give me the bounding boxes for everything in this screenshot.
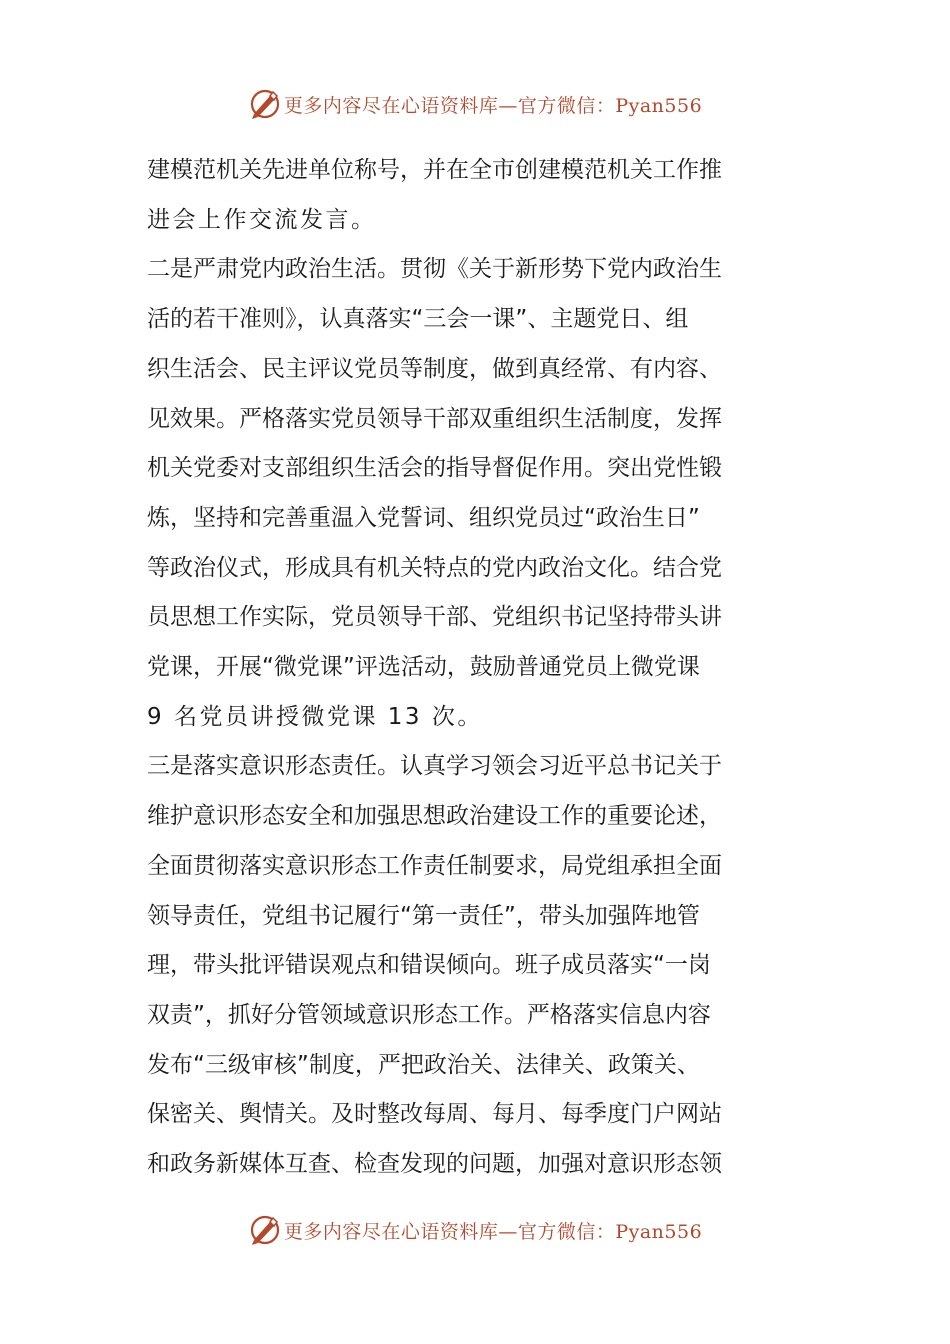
text-line: 党课，开展“微党课”评选活动，鼓励普通党员上微党课 <box>147 654 700 681</box>
text-line: 员思想工作实际，党员领导干部、党组织书记坚持带头讲 <box>147 604 722 631</box>
pen-logo-icon <box>248 87 282 121</box>
text-line: 织生活会、民主评议党员等制度，做到真经常、有内容、 <box>147 355 722 382</box>
text-line: 活的若干准则》，认真落实“三会一课”、主题党日、组 <box>147 306 689 333</box>
text-line: 炼，坚持和完善重温入党誓词、组织党员过“政治生日” <box>147 504 700 531</box>
text-line: 领导责任，党组书记履行“第一责任”，带头加强阵地管 <box>147 902 700 929</box>
header-watermark-banner <box>0 84 950 124</box>
text-line: 建模范机关先进单位称号，并在全市创建模范机关工作推 <box>147 157 722 183</box>
text-line: 机关党委对支部组织生活会的指导督促作用。突出党性锻 <box>147 455 722 482</box>
footer-watermark-text: 更多内容尽在心语资料库—官方微信：Pyan556 <box>283 1220 703 1243</box>
header-watermark-text: 更多内容尽在心语资料库—官方微信：Pyan556 <box>283 94 703 117</box>
text-line: 双责”，抓好分管领域意识形态工作。严格落实信息内容 <box>147 1001 711 1028</box>
text-line: 和政务新媒体互查、检查发现的问题，加强对意识形态领 <box>147 1151 722 1178</box>
text-line: 三是落实意识形态责任。认真学习领会习近平总书记关于 <box>147 753 722 780</box>
pen-logo-icon <box>248 1213 282 1247</box>
text-line: 二是严肃党内政治生活。贯彻《关于新形势下党内政治生 <box>147 256 722 283</box>
text-line: 维护意识形态安全和加强思想政治建设工作的重要论述， <box>147 803 722 830</box>
text-line: 9 名党员讲授微党课 13 次。 <box>147 703 483 730</box>
text-line: 理，带头批评错误观点和错误倾向。班子成员落实“一岗 <box>147 952 711 979</box>
text-line: 全面贯彻落实意识形态工作责任制要求，局党组承担全面 <box>147 852 722 879</box>
text-line: 进会上作交流发言。 <box>147 206 377 233</box>
text-line: 等政治仪式，形成具有机关特点的党内政治文化。结合党 <box>147 554 722 581</box>
text-line: 保密关、舆情关。及时整改每周、每月、每季度门户网站 <box>147 1101 722 1128</box>
document-body <box>147 146 807 1190</box>
text-line: 见效果。严格落实党员领导干部双重组织生活制度，发挥 <box>147 405 722 432</box>
text-line: 发布“三级审核”制度，严把政治关、法律关、政策关、 <box>147 1051 700 1078</box>
footer-watermark-banner <box>0 1210 950 1250</box>
